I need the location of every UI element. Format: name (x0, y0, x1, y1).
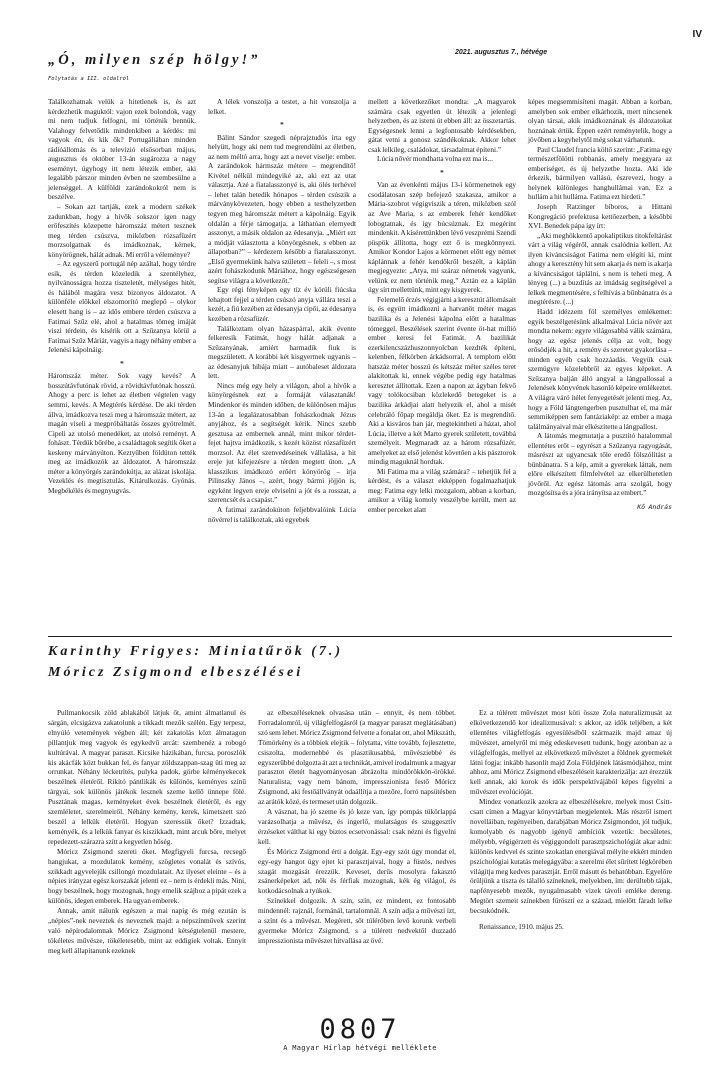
article2-subtitle: Móricz Zsigmond elbeszélései (48, 665, 304, 680)
article1-column-1 (48, 97, 196, 495)
section-divider: * (280, 120, 284, 130)
paragraph: A fatimai zarándokúton feljebbvalóink Lúcia nővérrel is találkoztak, aki egyebek (208, 504, 356, 524)
article2-column-1 (48, 708, 246, 956)
paragraph: Ez a túlérett művészet most köti össze Zola naturalizmusát az elkövetkezendő kor idealizmusával: s akkor, az idők teljében, a két ellentétes világfelfogás egyesüléséből származik majd amaz új művészet, amelyről mi még edeskevesett tudunk, hogy azonban az a világfelfogás, mellyel az elkövetkező művészet a földnek gyermekét látni fogja: inkább hasonlít majd Zola Földjének látásmódjához, mint ahhoz, ami Móricz Zsigmond elbeszéléseit karakterizálja: azt érezzük kell annak, aki korok és idők perspektívájából képes figyelni a művészet evolúcióját. (470, 708, 672, 797)
paragraph: A lélek vonszolja a testet, a hit vonszolja a lelket. (208, 97, 356, 116)
paragraph: Egy régi fényképen egy tíz év körüli fiúcska lehajtott fejjel a térden csúszó anyja vállára teszi a kezét, a fiú kezében az édesanyja cipői, az édesanya kezében a rózsafüzér. (208, 285, 356, 324)
paragraph: „Aki meghökkentő apokaliptikus titokfeltárást várt a világ végéről, annak csalódnia kellett. Az ilyen kíváncsiságot Fatima nem elégíti ki, mint ahogy a keresztény hit sem akarja és nem is akarja a kíváncsiságot táplálni, s nem is teheti meg. A lényeg (...) a buzdítás az imádság segítségével a lelkek megmentésére, s felhívás a bűnbánatra és a megtérésre. (...) (528, 230, 672, 307)
paragraph: Mindez vonatkozik azokra az elbeszélésekre, melyek most Csitt-csatt címen a Magyar könyvtárban megjelentek. Más részről ismert novelláiban, regényeiben, darabjában Móricz Zsigmondot, jól tudjuk, komolyabb és nagyobb igényű ambíciók vezetik: becsületes, mélyebb, végigérzett és végiggondolt parasztpszichológiát akar adni: különös kedvvel és szinte szokatlan energiával mélyíte ekkért minden pszichológiai kutatás melegágyába: a szerelmi élet sűrített légkörében világítja meg kedves parasztját. Erről másutt és behatóbban. Egyelőre örüljünk a tiszta és tálalló színeknek, melyekben, ím: derültebb tájak, napfényesebb mezők, nyugalmasabb vizek távoli emléke dereng. Megtört szemeit színekben fürösztí ez a század, mielőtt fáradt lelke becsukódnék. (470, 797, 672, 916)
paragraph: Színekkel dolgozik. A szín, szín, ez mindent, ez fontosabb mindennél: rajznál, formánál, tartalomnál. A szín adja a művészi ízt, a színt és a művészt. Megérett, sőt túlérőben levő korunk verbeli gyermeke Móricz Zsigmond, s a túlérett nedvektől duzzadó impresszionista művészet hitvallása az övé. (258, 896, 456, 945)
article-title: „Ó, milyen szép hölgy!” (48, 52, 261, 68)
paragraph: Bálint Sándor szegedi néprajztudós írta egy helyütt, hogy aki nem tud megrendülni az életben, az nem méltó arra, hogy azt a nevet viselje: ember. A zarándokok hármszáz métere – megrendítő! Kivétel nélkül mindegyiké az, aki ezt az utat választja. Azé a fiatalasszonyé is, aki ölés terhével – lehet talán hetedik hónapos – térden csúszik a márványkövezeten, hogy ebben a testhelyzetben tegyen meg háromszáz métert a kápolnáig. Egyik oldalán a férje támogatja, a láthatóan elernyedt asszonyt, a másik oldalon az édesanyja. „Miért ezt a módját választotta a könyörgésnek, s ebben az állapotban?” – kérdezem később a fiatalasszonyt. „Első gyermekünk halva született – feleli –, s most azért fohászkodunk Máriához, hogy egészségesen segítse világra a következőt.” (208, 132, 356, 285)
paragraph: mellett a következőket mondta: „A magyarok számára csak egyetlen út létezik a jelenlegi helyzetben, és az isteni út ebben áll: az összetartás. Egységesnek lenni a legfontosabb kérdésekben, gátat vetni a gonosz szándékoknak. Akkor lehet csak lelkileg, családokat, társadalmat építeni.” (368, 97, 516, 154)
section-rule (48, 636, 672, 637)
article2-title: Karinthy Frigyes: Miniatűrök (7.) (48, 644, 344, 659)
supplement-number: 0807 (319, 1014, 401, 1045)
paragraph: – Sokan azt tartják, ezek a modern székek zadunkban, hogy a hívők sokszor igen nagy erőfeszítés közepette háromszáz métert tesznek meg térden csúszva, miközben rózsafüzért morzsolgatnak és imádkoznak, kérnek, könyörögnek, hálát adnak. Mi erről a véleménye? (48, 202, 196, 259)
paragraph: Találkozhatnak velük a hitetlenek is, és azt kérdezhetik maguktól: vajon ezek bolondok, vagy mi nem tudjuk felfogni, mi történik bennük. Valahogy felvetődik mindenkiben a kérdés: mi vagyok én, és kik ők? Portugáliában minden rádióállomás és a televízió elsősorban május, augusztus és október 13-án sugározza a nagy eseményt, úgyhogy itt nem létezik ember, aki legalább párszor minden évben ne szembesülne a jelenséggel. A külföldi zarándokokról nem is beszélve. (48, 97, 196, 202)
paragraph: A látomás megmutatja a pusztító hatalommal ellentétes erőt – egyrészt a Szűzanya ragyogását, másrészt az ugyancsak tőle eredő fölszólítást a bűnbánatra. S a kép, amit a gyerekek láttak, nem előre elkészített filmfelvétel az elkerülhetetlen jövőről. Az egész látomás arra szolgál, hogy mozgósítsa és a jóra irányítsa az embert.” (528, 431, 672, 498)
paragraph: képes megsemmisíteni magát. Abban a korban, amelyben sok ember elkárhozik, mert nincsenek olyan társai, akik imádkoznának és áldozatokat hoznának értük. Éppen ezért reménytelik, hogy a jövőben a kegyhelytől még sokat várhatunk. (528, 97, 672, 145)
source-signature: Renaissance, 1910. május 25. (479, 922, 564, 932)
article2-column-3 (470, 708, 672, 932)
paragraph: – Az egyszerű portugál nép azáltal, hogy térdre esik, és térden közeledik a szentélyhez, nyilvánosságra hozza tiszteletét, mélységes hitét, és hálából magára vesz bizonyos áldozatot. A különféle előkkel elszomorító meglepő – olykor elesett hang is – az idős embere térden csúszva a Fatimai Szűz elé, ahol a hatalmas tömeg imáját viszi térdein, és kísérik ott a Szűzanya körül a Fatimai Szűz Máriát, vagyis a nagy néhány ember a Jelenési kápolnáig. (48, 259, 196, 355)
paragraph: Joseph Ratzinger bíboros, a Hittani Kongregáció prefektusa kettőezerben, a későbbi XVI. Benedek pápa így írt: (528, 202, 672, 231)
supplement-caption: A Magyar Hírlap hétvégi melléklete (283, 1044, 437, 1052)
paragraph: Lúcia nővér mondhatta volna ezt ma is... (377, 154, 493, 164)
continued-note: Folytatás a III. oldalról (48, 76, 130, 82)
paragraph: Móricz Zsigmond szereti őket. Megfigyeli furcsa, recsegő hangjukat, a mozdulatok kemény, szögletes vonalát és szívós, szikkadt agyvelejük csillongó mozdulatait. Az ilyeset eleinte – és a népies irányzat egész korszakát jelenti ez – nem is érdekli más. Nini, hogy beszélnek, hogy mozognak, hogy emelik szájhoz a pipát ezek a különös, idegen emberek. Ha ugyan emberek. (48, 846, 246, 906)
paragraph: Nincs még egy hely a világon, ahol a hívők a könyörgésnek ezt a formáját választanák! Mindenkor és minden időben, de különösen május 13-án a legalázatosabban fohászkodnak Jézus anyjához, és a segítségét kérik. Nincs szebb gesztusa az embernek annál, mint mikor térdet-fejet hajtva imádkozik, s kezét közöst rózsafüzért morzsol. Az élet szenvedéseinek vállalása, a hit ereje jut kifejezésre a térden megtett úton. „A klasszikus imádkozó erőért könyörög – írja Pilinszky János –, azért, hogy bármi jöjjön is, egyként legyen ereje elviselni a jót és a rosszat, a szerencsét és a csapást.” (208, 380, 356, 505)
article1-column-2 (208, 97, 356, 524)
paragraph: Hadd idézzem föl személyes emlékemet: egyik beszélgetésünk alkalmával Lúcia nővér azt mondta nekem: egyre világosabbá válik számára, hogy az egész jelenés célja az volt, hogy erősödjék a hit, a remény és szeretet gyakorlása – minden egyéb csak hozzáadás. Vegyük csak szemügyre közelebbről az egyes képeket. A Szűzanya balján álló angyal a lángpallossal a Jelenések könyvének hasonló képeire emlékeztet. A világra váró ítélet fenyegetését jelenti meg. Az, hogy a Föld lángtengerben pusztulhat el, ma már semmiképpen sem fantáziakép: az ember a maga találmányaival már elkészítette a lángpallost. (528, 307, 672, 431)
paragraph: Pullmankocsik zöld ablakából látjuk őt, amint álmatlanul és sárgán, elcsigázva zakatolunk a tikkadt mezők szélén. Egy terpesz, elnyúló vetemények végben áll; két zakatolás közt álmatagon pillantjuk meg vagyok és egykedvű arcát: szembenéz a robogó kultúrával. A magyar paraszt. Kicsike házikában, furcsa, poroszlók kis akácfák közt bukkan fel, és fanyar zöldszappan-szag üti meg az orrunkat. Néhány lécketrítés, pulyka padok, görbe kéményekecek beszélnek életéről. Rikító pántlikák és különös, keményes színű tárgyai, sok különös játékok lesznek szeme kellő ünnepe fölé. Pusztának magas, keményeket évek beszélnek életéről, és egy szemléletet, szerelmeiről. Néhány kemény, kerek, kimetszett szó beszél a lelkük életéről. Hogyan szeressük őket? Izzadtak, keményék, és a lelkük fanyar és kiszikkadt, mint arcuk bőre, melyet repedezett-szárazra szítt a kegyetlen hőség. (48, 708, 246, 846)
paragraph: Háromszáz méter. Sok vagy kevés? A hosszútávfutónak rövid, a rövidtávfutónak hosszú. Ahogy a perc is lehet az életben végtelen vagy semmi, kevés. A Megtérés kérdése. De aki térden állva, imádkozva teszi meg a háromszáz métert, az magán viseli a megpróbáltatás összes gyötrelmét. Cipeli az utolsó menedéket, az utolsó reményt. A fohászt. Térdük bőrébe, a családtagok segítik őket a keskeny márványúton. Keztyűben földúton tették meg az imádkozók az áldozatot. A háromszáz méter a könyörgés zarándokútja, az alázat iskolája. Vezeklés és megtisztulás. Kitárulkozás. Gyónás. Megbékélés és megnyugvás. (48, 371, 196, 495)
paragraph: Találkoztam olyan házaspárral, akik évente felkeresik Fatimát, hogy hálát adjanak a Szűzanyának, amiért harmadik fiuk is megszületett. A korábbi két kisgyermek ugyanis – az édesanyjuk hibája miatt – autóbaleset áldozata lett. (208, 323, 356, 381)
paragraph: Felemelő érzés végigjárni a keresztút állomásait is, és együtt imádkozni a hatvanöt méter magas bazilika és a Jelenési kápolna előtt a hatalmas tömeggel. Beszélések szerint évente öt-hat millió ember keresi fel Fatimát. A bazilikát ezerkilencszázhuszonnyolcban kezdték építeni, kelenben, félkörben árkádsorral. A templom előtt hatszáz méter hosszú és kétszáz méter széles teret alakítottak ki, ennek végébe pedig egy hatalmas keresztet állítottak. Ezen a napon az ágyban fekvő vagy tolókocsiban közlekedő betegeket is a bazilika árkádjai alatt helyezik el, ahol a misét celebráló főpap megáldja őket. Ez is megrendítő. Aki a kisváros ban jár, megtekintheti a házat, ahol Lúcia, illetve a két Marto gyerek született, továbbá személyeit. Megmaradt az a három rózsafüzér, amelyeket az első jelenést követően a kis pásztorok mindig maguknál hordtak. (368, 294, 516, 467)
article1-column-3 (368, 97, 516, 515)
page-number: IV (692, 29, 702, 40)
section-divider: * (120, 358, 124, 368)
section-divider: * (440, 167, 444, 177)
paragraph: az elbeszéléseknek olvasása után – ennyit, és nem többet. Forradalomról, új világfelfogásról (a magyar paraszt meglátásában) szó sem lehet. Móricz Zsigmond felvette a fonalat ott, ahol Mikszáth, Tömörkény és a többiek elejtik – folytatta, vitte tovább, fejlesztette, csiszolta, modernebbé és plasztikusabbá, művésziebbé és egyszerűbbé dolgozta át azt a technikát, amivel irodalmunk a magyar parasztot életét hagyományosan ábrázolta mindörökkön-örökké. Naturalista, vagy nem bánom, impresszionista festő Móricz Zsigmond, aki festőállványát odaállítja a mezőre, forró napsütésben az arátók közé, és termeset után dolgozik. (258, 708, 456, 807)
article2-column-2 (258, 708, 456, 946)
paragraph: Annak, amit nálunk egészen a mai napig és még ezután is „népies”-nek neveztek és neveznek majd: a népszínművek szerint való népírodalomnak Móricz Zsigmond kétségtelenül mestere, tökéletes művésze, tökéletesebb, mint az eddigiek voltak. Ennyit meg kell állapítanunk ezeknek (48, 906, 246, 955)
article1-column-4 (528, 97, 672, 513)
paragraph: Paul Claudel francia költő szerint: „Fatima egy természetfölötti robbanás, amely meggyara az emberiséget, és új helyzetbe hozta. Aki ide érkezik, bármilyen vallású, észrevezi, hogy a helynek különleges hanghullámai van. Ez a hullám a hit hulláma. Fatima ezt hirdeti.” (528, 144, 672, 202)
author-signature: Kő András (637, 502, 672, 511)
paragraph: Mi Fatima ma a világ számára? – tehetjük fel a kérdést, és a választ ekképpen fogalmazhatjuk meg: Fatima egy lelki mozgalom, abban a korban, amikor a világ komoly veszélybe került, mert az ember perceket alatt (368, 466, 516, 514)
paragraph: A vásznat, ha jó szeme és jó keze van, így pompás tükörlappá varázsolhatja a művész, és ingerlő, mulatságos és szuggesztív érzéseket válthat ki egy biztos ecsetvonással: csak nézni és figyelni kell. (258, 807, 456, 846)
paragraph: Van az évenkénti május 13-i körmenetnek egy csodálatosan szép befejező szakasza, amikor a Mária-szobrot végigviszik a téren, miközben szól az Ave Maria, s az emberek fehér kendőket lobogtatnak, és így búcsúznak. Ez megérint mindenkit. A kísérettünkben lévő veszprémi Szendi püspök állította, hogy ezt ő is megkönnyezi. Amikor Kondor Lajos a körmenet előtt egy német káplánnak a fehér kendőkről beszélt, a káplán megjegyezte: „Atya, mi száraz németek vagyunk, velünk ez nem történik meg.” Aztán ez a káplán úgy sírt mellettünk, mint egy kisgyerek. (368, 180, 516, 295)
paragraph: És Móricz Zsigmond érti a dolgát. Egy-egy szót úgy mondat el, egy-egy hangot úgy ejtet ki parasztjaival, hogy a füstös, nedves szagát mozgását érezzük. Keveset, derűs mosolyra fakasztó zsánerképeket ad, nők és férfiak mozognak, kék ég világol, és kotkodácsolnak a tyúkok. (258, 846, 456, 896)
issue-date: 2021. augusztus 7., hétvége (455, 49, 548, 56)
